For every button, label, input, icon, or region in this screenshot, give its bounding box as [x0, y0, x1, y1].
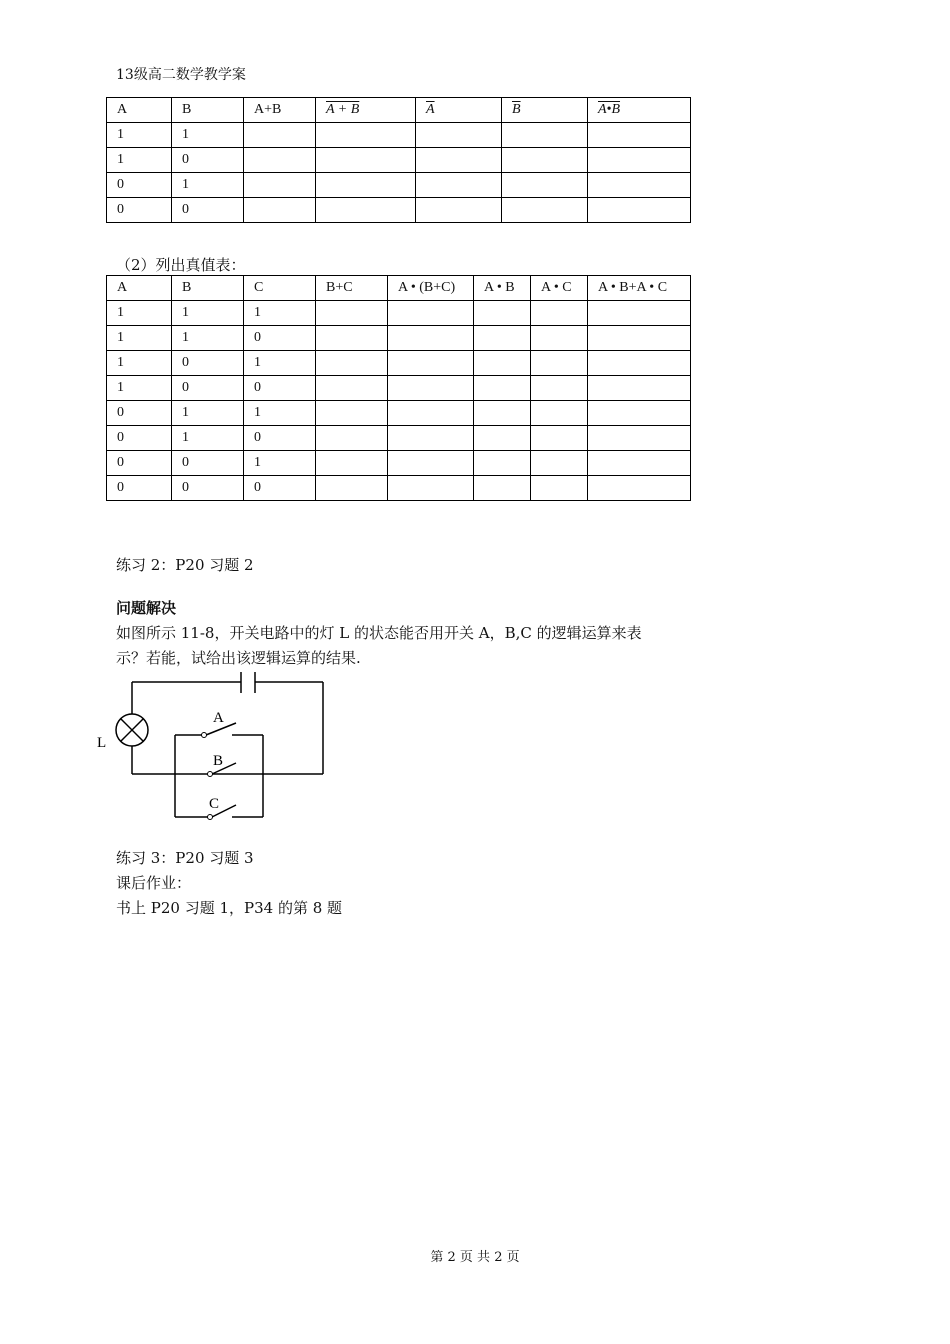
table-cell: 1	[172, 123, 244, 148]
problem-line-2: 示？若能，试给出该逻辑运算的结果.	[116, 649, 361, 667]
table-cell: 0	[107, 198, 172, 223]
table-cell: 1	[172, 326, 244, 351]
table-cell: 0	[107, 401, 172, 426]
problem-line-1: 如图所示 11-8，开关电路中的灯 L 的状态能否用开关 A，B,C 的逻辑运算来表	[116, 624, 642, 642]
table-cell: 0	[172, 148, 244, 173]
table-cell: 0	[107, 451, 172, 476]
switch-b-label: B	[213, 753, 224, 769]
header-cell: A	[107, 98, 172, 123]
homework-text: 书上 P20 习题 1，P34 的第 8 题	[116, 899, 343, 917]
table-cell: 1	[244, 301, 316, 326]
header-cell: A	[107, 276, 172, 301]
not-b-label: $\overline{B}$	[512, 102, 521, 117]
table-cell: 1	[172, 301, 244, 326]
not-a-and-not-b-label: A•B	[598, 102, 621, 117]
page-footer: 第 2 页 共 2 页	[430, 1250, 520, 1265]
table-cell: 1	[244, 401, 316, 426]
table-cell: 0	[107, 173, 172, 198]
table-cell: 1	[107, 326, 172, 351]
not-a-plus-b-label: A + B	[326, 102, 360, 117]
table-cell: 0	[244, 476, 316, 501]
table-cell: 0	[172, 351, 244, 376]
problem-title: 问题解决	[116, 599, 177, 617]
section-2-title: （2）列出真值表：	[116, 256, 246, 274]
table-cell: 0	[172, 198, 244, 223]
page-header: 13级高二数学教学案	[116, 67, 246, 83]
not-a-label: $\overline{A}$	[426, 102, 435, 117]
table-cell: 1	[107, 148, 172, 173]
header-cell: B	[172, 98, 244, 123]
table-cell: 0	[172, 376, 244, 401]
table-cell: 1	[107, 351, 172, 376]
table-cell: 1	[172, 401, 244, 426]
table-cell: 1	[244, 351, 316, 376]
header-cell: B	[172, 276, 244, 301]
table-cell: 0	[172, 476, 244, 501]
table-cell: 1	[172, 173, 244, 198]
header-cell: B+C	[316, 276, 388, 301]
table-cell: 0	[244, 376, 316, 401]
exercise-2: 练习 2：P20 习题 2	[116, 556, 254, 574]
header-cell: A • (B+C)	[388, 276, 474, 301]
lamp-label: L	[97, 735, 107, 751]
table-cell: 0	[244, 326, 316, 351]
exercise-3: 练习 3：P20 习题 3	[116, 849, 254, 867]
header-cell: A • B	[474, 276, 531, 301]
table-cell: 1	[107, 301, 172, 326]
table-cell: 1	[244, 451, 316, 476]
header-cell: C	[244, 276, 316, 301]
table-cell: 1	[107, 376, 172, 401]
header-cell: A+B	[244, 98, 316, 123]
table-cell: 0	[107, 426, 172, 451]
table-cell: 1	[172, 426, 244, 451]
table-cell: 0	[107, 476, 172, 501]
switch-c-label: C	[209, 796, 220, 812]
homework-title: 课后作业：	[116, 874, 192, 892]
table-cell: 1	[107, 123, 172, 148]
table-cell: 0	[172, 451, 244, 476]
header-cell: A • C	[531, 276, 588, 301]
table-cell: 0	[244, 426, 316, 451]
header-cell: A • B+A • C	[588, 276, 691, 301]
switch-a-label: A	[213, 710, 224, 726]
